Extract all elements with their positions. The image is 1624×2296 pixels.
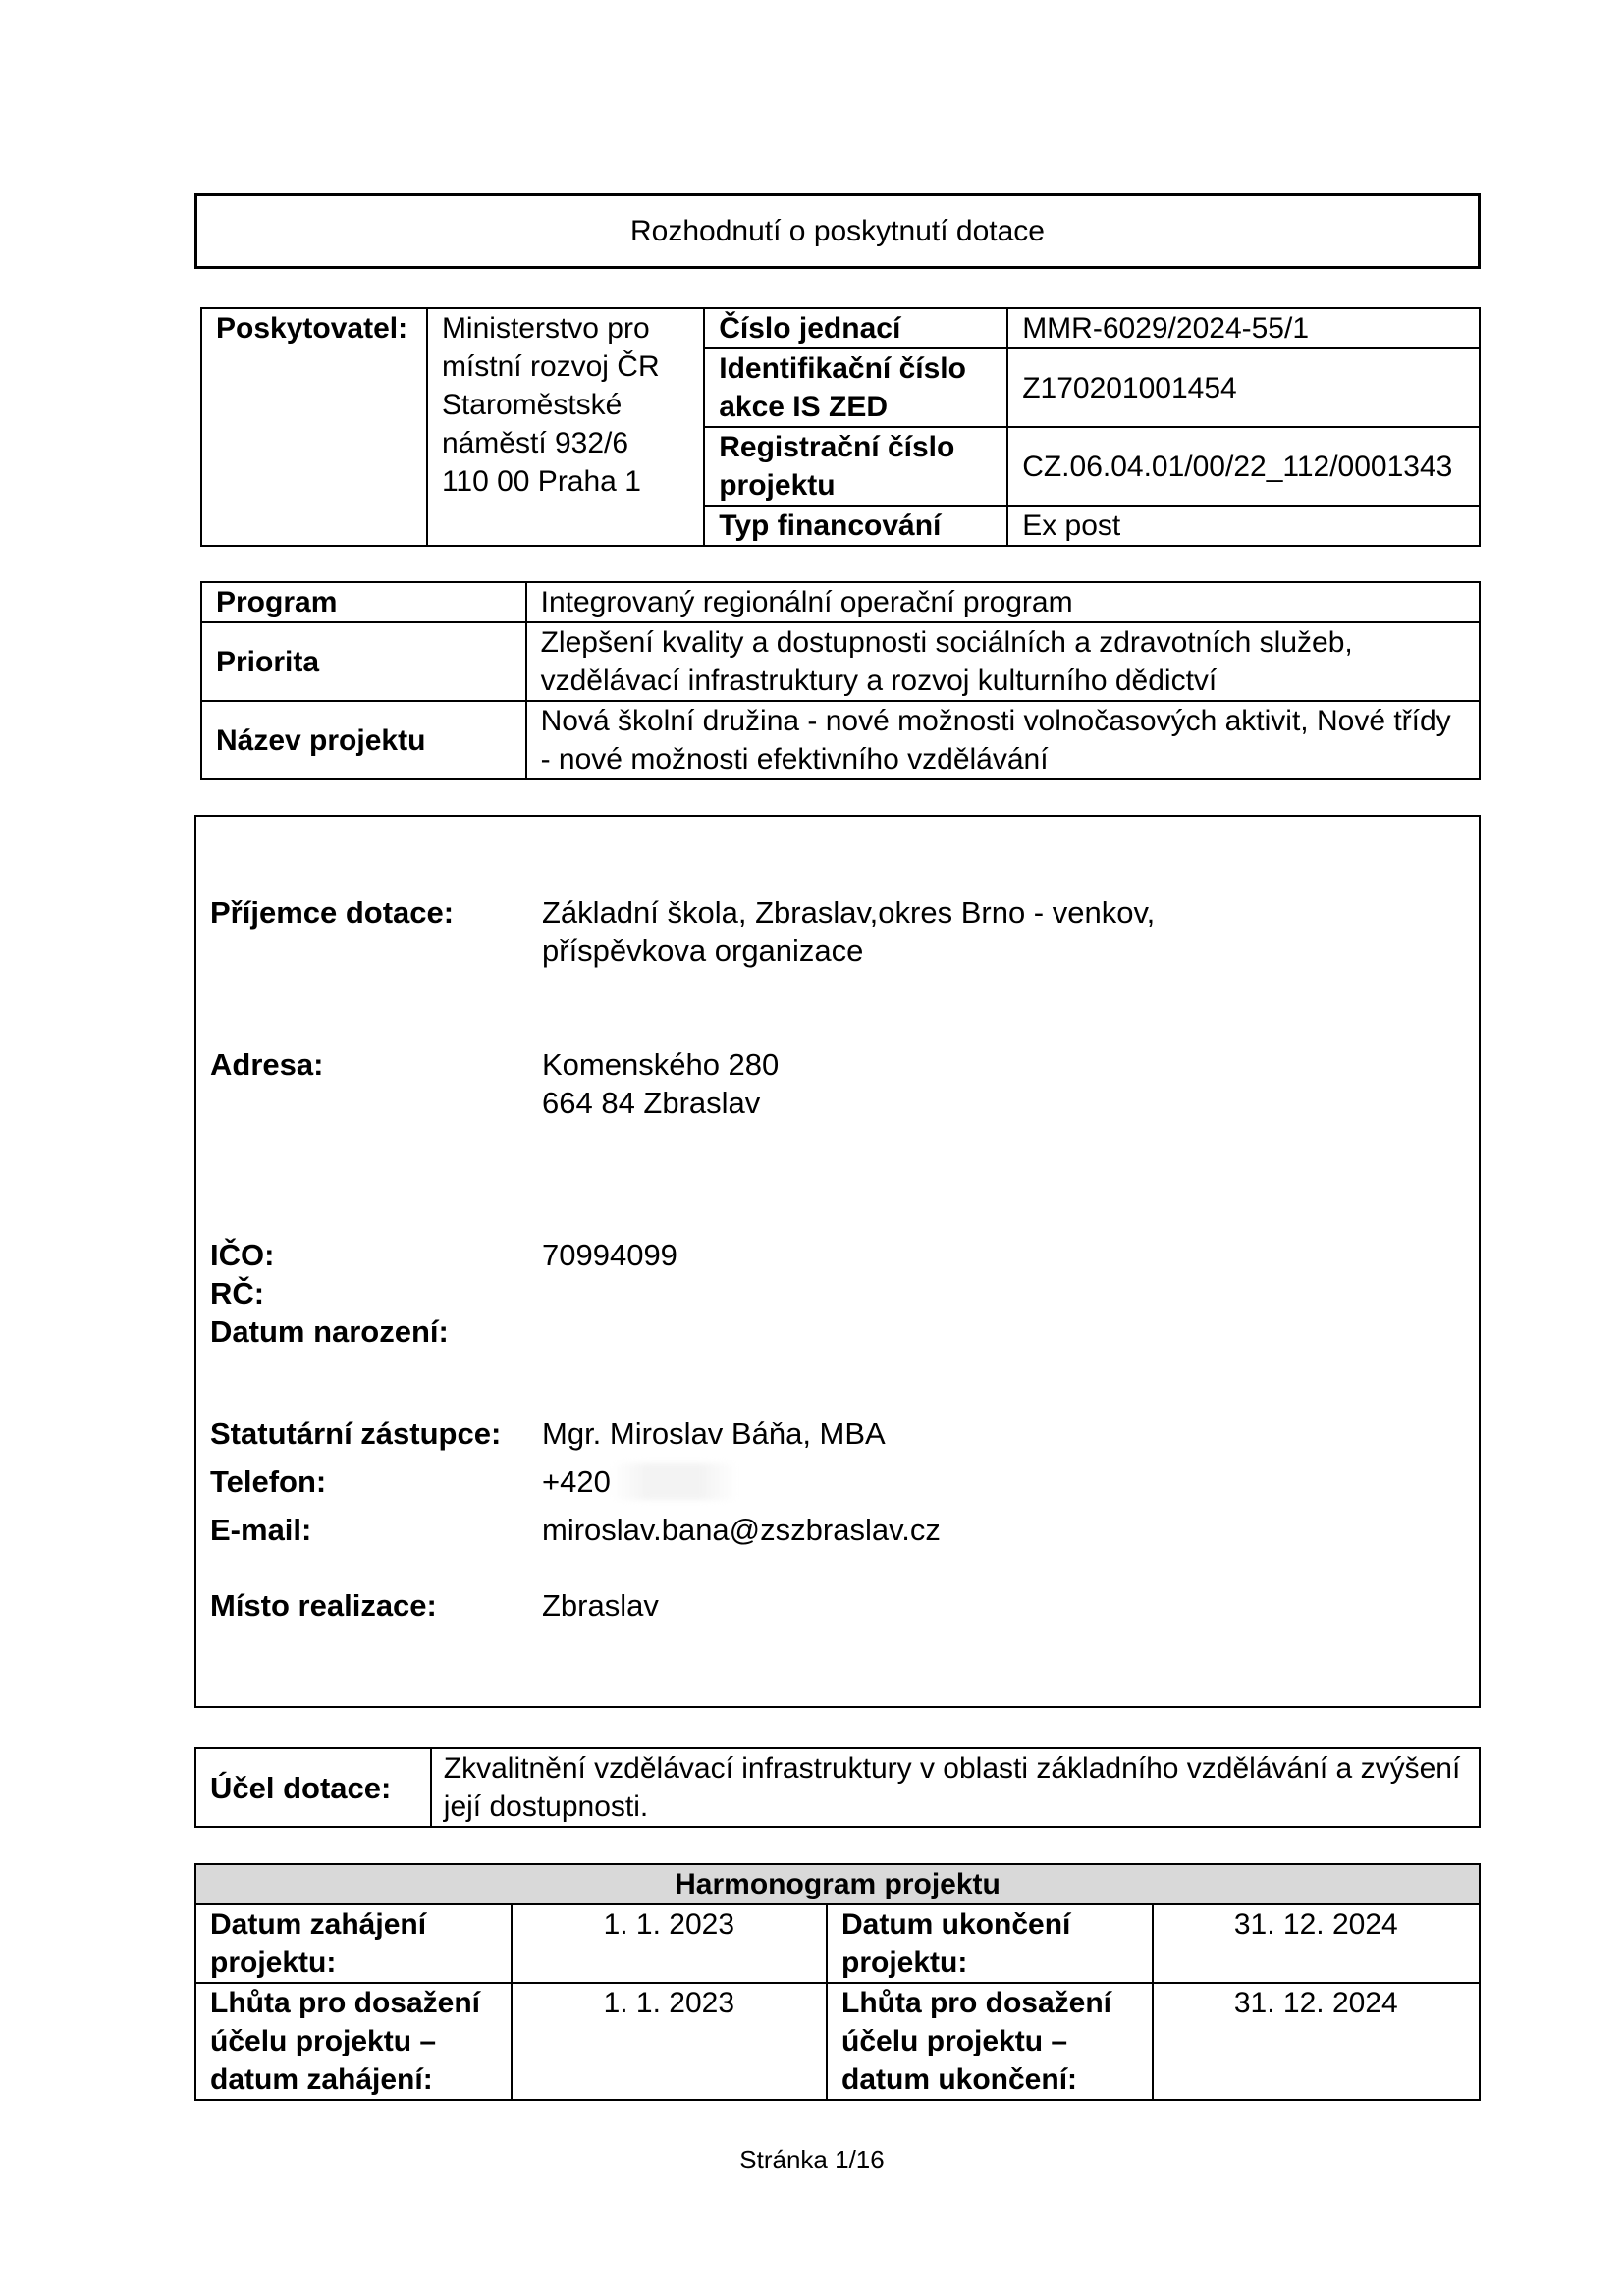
rc-label: RČ: <box>210 1276 265 1310</box>
provider-name <box>427 308 704 546</box>
purpose-start-value: 1. 1. 2023 <box>512 1983 827 2100</box>
provider-name-line: Ministerstvo pro <box>441 312 650 345</box>
page-number: Stránka 1/16 <box>739 2145 885 2174</box>
place-label: Místo realizace: <box>210 1588 437 1623</box>
ico-value: 70994099 <box>542 1238 677 1272</box>
action-id-value: Z170201001454 <box>1007 348 1480 427</box>
financing-type-value: Ex post <box>1007 506 1480 546</box>
document-title: Rozhodnutí o poskytnutí dotace <box>194 193 1481 269</box>
schedule-header: Harmonogram projektu <box>195 1864 1480 1904</box>
recipient-label: Příjemce dotace: <box>210 895 455 930</box>
address-line2: 664 84 Zbraslav <box>542 1086 761 1120</box>
purpose-start-label: Lhůta pro dosažení účelu projektu – datum zahájení: <box>195 1983 512 2100</box>
end-date-value: 31. 12. 2024 <box>1153 1904 1480 1983</box>
email-label: E-mail: <box>210 1513 312 1547</box>
purpose-table <box>194 1747 1481 1828</box>
action-id-label: Identifikační číslo akce IS ZED <box>704 348 1007 427</box>
project-name-value: Nová školní družina - nové možnosti volnočasových aktivit, Nové třídy - nové možnosti efektivního vzdělávání <box>526 701 1480 779</box>
phone-value-wrap <box>542 1463 1131 1501</box>
address-label: Adresa: <box>210 1047 324 1082</box>
start-date-label: Datum zahájení projektu: <box>195 1904 512 1983</box>
registration-number-value: CZ.06.04.01/00/22_112/0001343 <box>1007 427 1480 506</box>
priority-value: Zlepšení kvality a dostupnosti sociálních a zdravotních služeb, vzdělávací infrastruktury a rozvoj kulturního dědictví <box>526 622 1480 701</box>
recipient-value: Základní škola, Zbraslav,okres Brno - venkov, <box>542 895 1156 930</box>
provider-name-line: náměstí 932/6 <box>441 427 629 459</box>
start-date-value: 1. 1. 2023 <box>512 1904 827 1983</box>
purpose-end-value: 31. 12. 2024 <box>1153 1983 1480 2100</box>
purpose-end-label: Lhůta pro dosažení účelu projektu – datum ukončení: <box>827 1983 1153 2100</box>
schedule-table <box>194 1863 1481 2101</box>
reference-number-label: Číslo jednací <box>704 308 1007 348</box>
recipient-box <box>194 815 1481 1708</box>
provider-name-line: místní rozvoj ČR <box>441 350 660 383</box>
phone-value: +420 <box>542 1465 611 1499</box>
place-value: Zbraslav <box>542 1588 659 1623</box>
email-value: miroslav.bana@zszbraslav.cz <box>542 1513 941 1547</box>
address-line1: Komenského 280 <box>542 1047 780 1082</box>
provider-table <box>200 307 1481 547</box>
financing-type-label: Typ financování <box>704 506 1007 546</box>
registration-number-label: Registrační číslo projektu <box>704 427 1007 506</box>
priority-label: Priorita <box>201 622 526 701</box>
end-date-label: Datum ukončení projektu: <box>827 1904 1153 1983</box>
program-table <box>200 581 1481 780</box>
provider-label: Poskytovatel: <box>201 308 427 546</box>
statutory-value: Mgr. Miroslav Báňa, MBA <box>542 1416 886 1451</box>
program-value: Integrovaný regionální operační program <box>526 582 1480 622</box>
recipient-value-line2: příspěvkova organizace <box>542 934 864 968</box>
reference-number-value: MMR-6029/2024-55/1 <box>1007 308 1480 348</box>
program-label: Program <box>201 582 526 622</box>
ico-label: IČO: <box>210 1238 275 1272</box>
purpose-label: Účel dotace: <box>195 1748 431 1827</box>
purpose-value: Zkvalitnění vzdělávací infrastruktury v oblasti základního vzdělávání a zvýšení její dostupnosti. <box>431 1748 1480 1827</box>
project-name-label: Název projektu <box>201 701 526 779</box>
provider-name-line: 110 00 Praha 1 <box>441 465 641 498</box>
statutory-label: Statutární zástupce: <box>210 1416 502 1451</box>
redacted-phone-area <box>611 1463 738 1500</box>
provider-name-line: Staroměstské <box>441 389 623 421</box>
phone-label: Telefon: <box>210 1465 327 1499</box>
birth-date-label: Datum narození: <box>210 1314 449 1349</box>
